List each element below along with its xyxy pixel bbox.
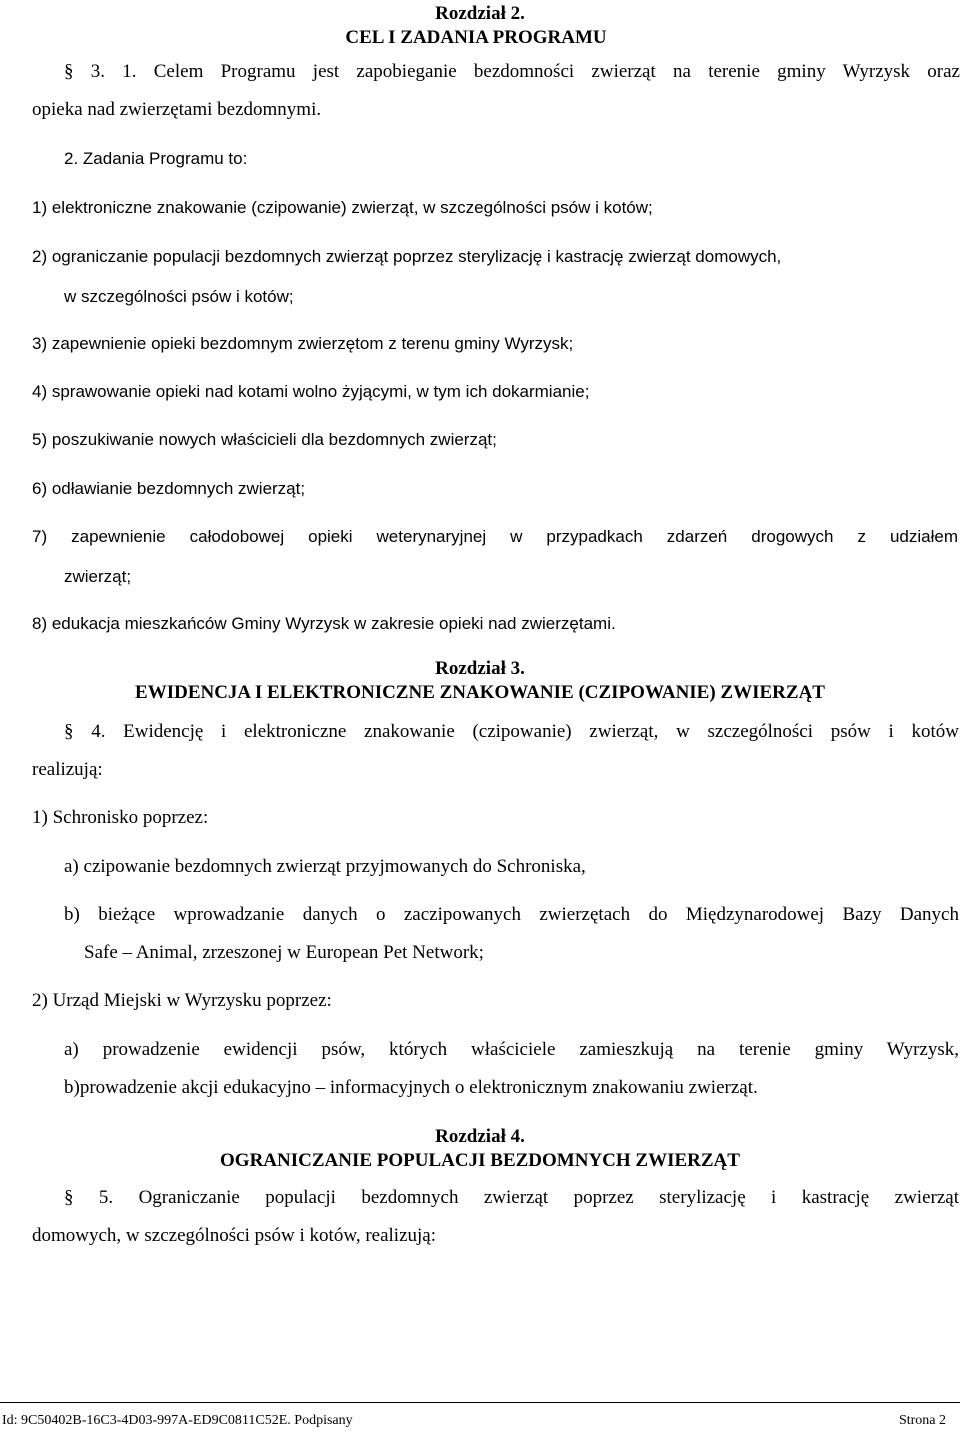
page-footer	[0, 1402, 960, 1429]
paragraph-line: § 3. 1. Celem Programu jest zapobieganie bezdomności zwierząt na terenie gminy Wyrzysk oraz	[64, 61, 960, 82]
paragraph-3	[32, 60, 960, 84]
section-3-heading	[0, 657, 960, 705]
list-item: 1) elektroniczne znakowanie (czipowanie) zwierząt, w szczególności psów i kotów;	[32, 198, 653, 217]
list-item: a) czipowanie bezdomnych zwierząt przyjmowanych do Schroniska,	[64, 856, 586, 877]
list-item: 3) zapewnienie opieki bezdomnym zwierzętom z terenu gminy Wyrzysk;	[32, 334, 574, 353]
document-id: Id: 9C50402B-16C3-4D03-997A-ED9C0811C52E. Podpisany	[2, 1413, 353, 1428]
page-number: Strona 2	[898, 1413, 946, 1428]
list-item: w szczególności psów i kotów;	[64, 287, 294, 306]
section-subtitle: CEL I ZADANIA PROGRAMU	[345, 27, 607, 48]
section-subtitle: OGRANICZANIE POPULACJI BEZDOMNYCH ZWIERZĄT	[220, 1150, 740, 1171]
list-item: zwierząt;	[64, 567, 132, 586]
list-item: 6) odławianie bezdomnych zwierząt;	[32, 479, 306, 498]
list-item: 2) Urząd Miejski w Wyrzysku poprzez:	[32, 990, 332, 1011]
list-item: 7) zapewnienie całodobowej opieki weterynaryjnej w przypadkach zdarzeń drogowych z udziałem	[32, 527, 958, 546]
section-4-heading	[0, 1125, 960, 1173]
list-item: b)prowadzenie akcji edukacyjno – informacyjnych o elektronicznym znakowaniu zwierząt.	[64, 1077, 758, 1098]
paragraph-line: 2. Zadania Programu to:	[64, 149, 248, 168]
list-item: Safe – Animal, zrzeszonej w European Pet Network;	[84, 942, 484, 963]
section-title: Rozdział 2.	[435, 3, 525, 24]
list-item: 1) Schronisko poprzez:	[32, 807, 209, 828]
paragraph-line: § 4. Ewidencję i elektroniczne znakowanie (czipowanie) zwierząt, w szczególności psów i kotów	[64, 721, 959, 742]
paragraph-line: opieka nad zwierzętami bezdomnymi.	[32, 99, 322, 120]
list-item: 2) ograniczanie populacji bezdomnych zwierząt poprzez sterylizację i kastrację zwierząt domowych,	[32, 247, 782, 266]
paragraph-line: § 5. Ograniczanie populacji bezdomnych zwierząt poprzez sterylizację i kastrację zwierząt	[64, 1187, 959, 1208]
section-title: Rozdział 3.	[435, 658, 525, 679]
paragraph-line: domowych, w szczególności psów i kotów, realizują:	[32, 1225, 437, 1246]
section-subtitle: EWIDENCJA I ELEKTRONICZNE ZNAKOWANIE (CZIPOWANIE) ZWIERZĄT	[135, 682, 825, 703]
section-2-heading	[0, 2, 960, 50]
section-title: Rozdział 4.	[435, 1126, 525, 1147]
list-item: 4) sprawowanie opieki nad kotami wolno żyjącymi, w tym ich dokarmianie;	[32, 382, 590, 401]
list-item: b) bieżące wprowadzanie danych o zaczipowanych zwierzętach do Międzynarodowej Bazy Danych	[64, 904, 959, 925]
paragraph-line: realizują:	[32, 759, 103, 780]
list-item: 8) edukacja mieszkańców Gminy Wyrzysk w zakresie opieki nad zwierzętami.	[32, 614, 616, 633]
list-item: 5) poszukiwanie nowych właścicieli dla bezdomnych zwierząt;	[32, 430, 497, 449]
list-item: a) prowadzenie ewidencji psów, których właściciele zamieszkują na terenie gminy Wyrzysk,	[64, 1039, 959, 1060]
